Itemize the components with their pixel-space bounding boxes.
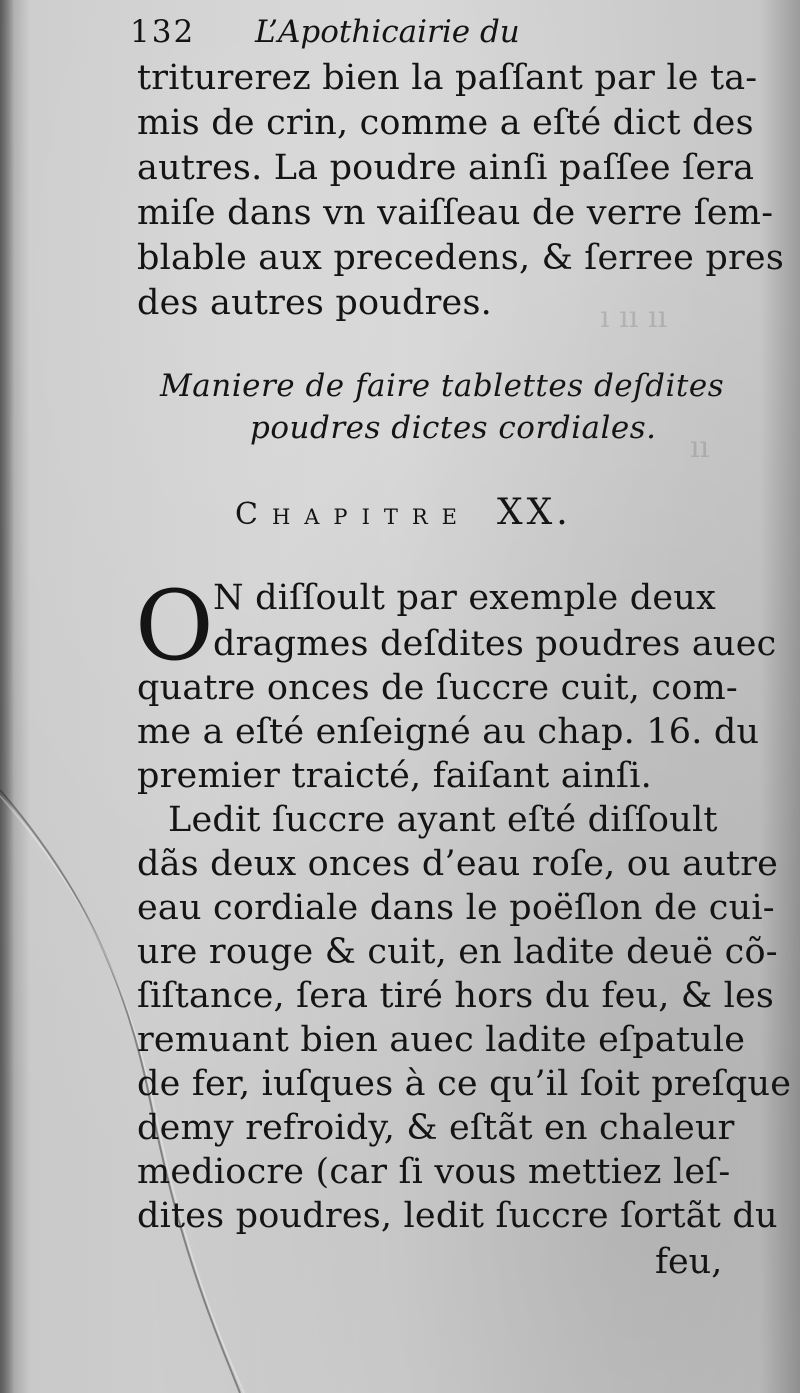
running-head: [130, 14, 520, 50]
text-line: triturerez bien la paſſant par le ta-: [137, 58, 758, 98]
chapter-number: XX.: [497, 492, 572, 533]
text-line: dãs deux onces d’eau roſe, ou autre: [137, 844, 779, 884]
chapter-heading: [235, 492, 572, 533]
text-line: eau cordiale dans le poëſlon de cui-: [137, 888, 775, 928]
page-number: 132: [130, 14, 196, 50]
section-rubric-line: Maniere de faire tablettes deſdites: [160, 368, 725, 404]
text-line: miſe dans vn vaiſſeau de verre ſem-: [137, 193, 774, 233]
text-line: mediocre (car ſi vous mettiez leſ-: [137, 1152, 731, 1192]
bleed-through: ı ıı ıı: [600, 300, 668, 335]
drop-cap: O: [135, 570, 214, 682]
text-line: remuant bien auec ladite eſpatule: [137, 1020, 746, 1060]
section-rubric-line: poudres dictes cordiales.: [250, 410, 657, 446]
text-line: des autres poudres.: [137, 283, 492, 323]
text-line: dragmes deſdites poudres auec: [213, 624, 777, 664]
text-line: dites poudres, ledit ſuccre ſortãt du: [137, 1196, 778, 1236]
text-line: premier traicté, faiſant ainſi.: [137, 756, 652, 796]
chapter-label: Chapitre: [235, 497, 472, 532]
text-line: demy refroidy, & eſtãt en chaleur: [137, 1108, 735, 1148]
running-title: L’Apothicairie du: [255, 14, 520, 50]
text-line: ure rouge & cuit, en ladite deuë cõ-: [137, 932, 778, 972]
text-line: mis de crin, comme a eſté dict des: [137, 103, 754, 143]
bleed-through: ıı: [690, 430, 710, 465]
text-line: Ledit ſuccre ayant eſté diſſoult: [168, 800, 718, 840]
text-line: blable aux precedens, & ſerree pres: [137, 238, 784, 278]
text-line: autres. La poudre ainſi paſſee ſera: [137, 148, 755, 188]
text-line: de fer, iuſques à ce qu’il ſoit preſque: [137, 1064, 792, 1104]
text-line: N diſſoult par exemple deux: [213, 578, 716, 618]
catchword: feu,: [655, 1242, 723, 1282]
text-line: quatre onces de ſuccre cuit, com-: [137, 668, 738, 708]
text-line: me a eſté enſeigné au chap. 16. du: [137, 712, 760, 752]
text-line: ſiſtance, ſera tiré hors du feu, & les: [137, 976, 775, 1016]
